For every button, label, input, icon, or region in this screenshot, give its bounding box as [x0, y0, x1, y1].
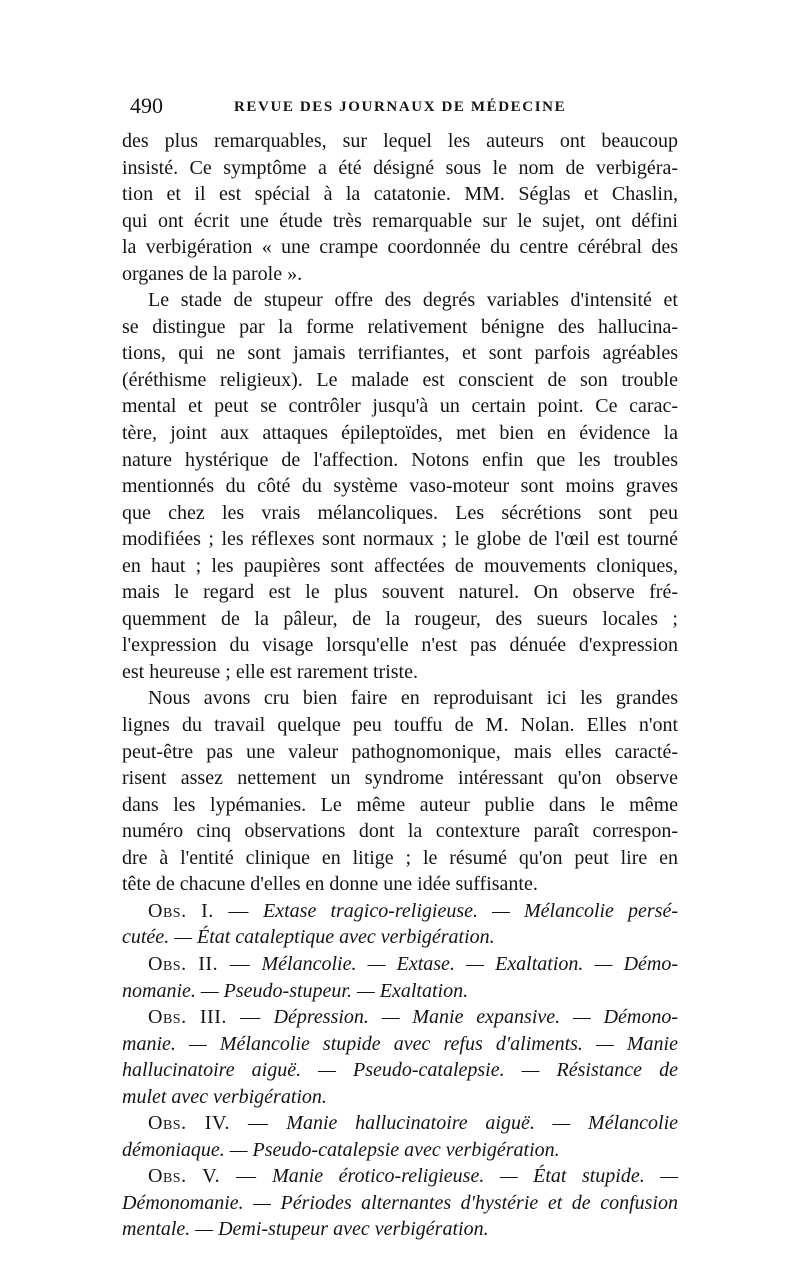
- observation-text: mulet avec verbigération.: [122, 1085, 327, 1108]
- text-line: numéro cinq observations dont la contexture paraît correspon-: [122, 820, 678, 843]
- text-line: est heureuse ; elle est rarement triste.: [122, 660, 418, 683]
- text-line: en haut ; les paupières sont affectées de mouvements cloniques,: [122, 554, 678, 577]
- observation-line: [122, 1137, 678, 1164]
- page-number: 490: [130, 93, 163, 118]
- observation-line: [122, 1057, 678, 1084]
- observation-line: [122, 898, 678, 925]
- observation-text: Démonomanie. — Périodes alternantes d'hystérie et de confusion: [122, 1191, 678, 1214]
- text-line: dans les lypémanies. Le même auteur publie dans le même: [122, 793, 678, 816]
- text-line: que chez les vrais mélancoliques. Les sécrétions sont peu: [122, 501, 678, 524]
- observation-line: [122, 951, 678, 978]
- observation-text: mentale. — Demi-stupeur avec verbigération.: [122, 1218, 489, 1241]
- text-line: lignes du travail quelque peu touffu de M. Nolan. Elles n'ont: [122, 714, 678, 737]
- observation-line: [122, 978, 678, 1005]
- text-line: Le stade de stupeur offre des degrés variables d'intensité et: [148, 289, 678, 312]
- text-line: quemment de la pâleur, de la rougeur, des sueurs locales ;: [122, 607, 678, 630]
- observation-text: manie. — Mélancolie stupide avec refus d'aliments. — Manie: [122, 1032, 678, 1055]
- observation-line: [122, 1190, 678, 1217]
- observation-line: [122, 1004, 678, 1031]
- observation-label: Obs. II. —: [148, 952, 251, 975]
- text-line: tête de chacune d'elles en donne une idée suffisante.: [122, 873, 538, 896]
- observation-line: [122, 1110, 678, 1137]
- observation-text: Manie érotico-religieuse. — État stupide. —: [272, 1165, 678, 1188]
- observation-text: Manie hallucinatoire aiguë. — Mélancolie: [286, 1112, 679, 1135]
- text-line: (éréthisme religieux). Le malade est conscient de son trouble: [122, 368, 678, 391]
- text-line: risent assez nettement un syndrome intéressant qu'on observe: [122, 767, 678, 790]
- running-header: [128, 92, 674, 122]
- text-line: tion et il est spécial à la catatonie. MM. Séglas et Chaslin,: [122, 183, 678, 206]
- text-line: des plus remarquables, sur lequel les auteurs ont beaucoup: [122, 130, 678, 152]
- text-line: mentionnés du côté du système vaso-moteur sont moins graves: [122, 475, 678, 498]
- observation-label: Obs. I. —: [148, 899, 249, 922]
- text-line: l'expression du visage lorsqu'elle n'est pas dénuée d'expression: [122, 634, 678, 657]
- text-line: organes de la parole ».: [122, 262, 303, 285]
- text-line: insisté. Ce symptôme a été désigné sous le nom de verbigéra-: [122, 156, 678, 179]
- observation-text: démoniaque. — Pseudo-catalepsie avec verbigération.: [122, 1138, 560, 1161]
- observation-text: Dépression. — Manie expansive. — Démono-: [273, 1006, 679, 1029]
- text-line: modifiées ; les réflexes sont normaux ; le globe de l'œil est tourné: [122, 528, 678, 551]
- observation-text: hallucinatoire aiguë. — Pseudo-catalepsie. — Résistance de: [122, 1059, 678, 1082]
- observation-line: [122, 924, 678, 951]
- observation-text: Mélancolie. — Extase. — Exaltation. — Démo-: [261, 952, 679, 975]
- running-title: REVUE DES JOURNAUX DE MÉDECINE: [234, 99, 567, 115]
- text-line: la verbigération « une crampe coordonnée du centre cérébral des: [122, 236, 678, 259]
- article-body: [122, 128, 678, 1243]
- observation-text: Extase tragico-religieuse. — Mélancolie persé-: [263, 899, 679, 922]
- observation-label: Obs. V. —: [148, 1165, 257, 1188]
- text-line: nature hystérique de l'affection. Notons enfin que les troubles: [122, 448, 678, 471]
- text-line: tions, qui ne sont jamais terrifiantes, et sont parfois agréables: [122, 342, 678, 365]
- observation-label: Obs. III. —: [148, 1006, 261, 1029]
- observation-line: [122, 1031, 678, 1058]
- text-line: peut-être pas une valeur pathognomonique, mais elles caracté-: [122, 740, 678, 763]
- text-line: Nous avons cru bien faire en reproduisant ici les grandes: [148, 687, 678, 710]
- text-line: se distingue par la forme relativement bénigne des hallucina-: [122, 315, 678, 338]
- observation-text: nomanie. — Pseudo-stupeur. — Exaltation.: [122, 979, 469, 1002]
- observation-line: [122, 1084, 678, 1111]
- text-line: tère, joint aux attaques épileptoïdes, met bien en évidence la: [122, 422, 678, 445]
- observation-line: [122, 1163, 678, 1190]
- observation-label: Obs. IV. —: [148, 1112, 269, 1135]
- text-line: mais le regard est le plus souvent naturel. On observe fré-: [122, 581, 678, 604]
- text-line: mental et peut se contrôler jusqu'à un certain point. Ce carac-: [122, 395, 678, 418]
- text-line: qui ont écrit une étude très remarquable sur le sujet, ont défini: [122, 209, 678, 232]
- text-line: dre à l'entité clinique en litige ; le résumé qu'on peut lire en: [122, 846, 678, 869]
- observation-text: cutée. — État cataleptique avec verbigération.: [122, 926, 495, 949]
- observation-line: [122, 1216, 678, 1243]
